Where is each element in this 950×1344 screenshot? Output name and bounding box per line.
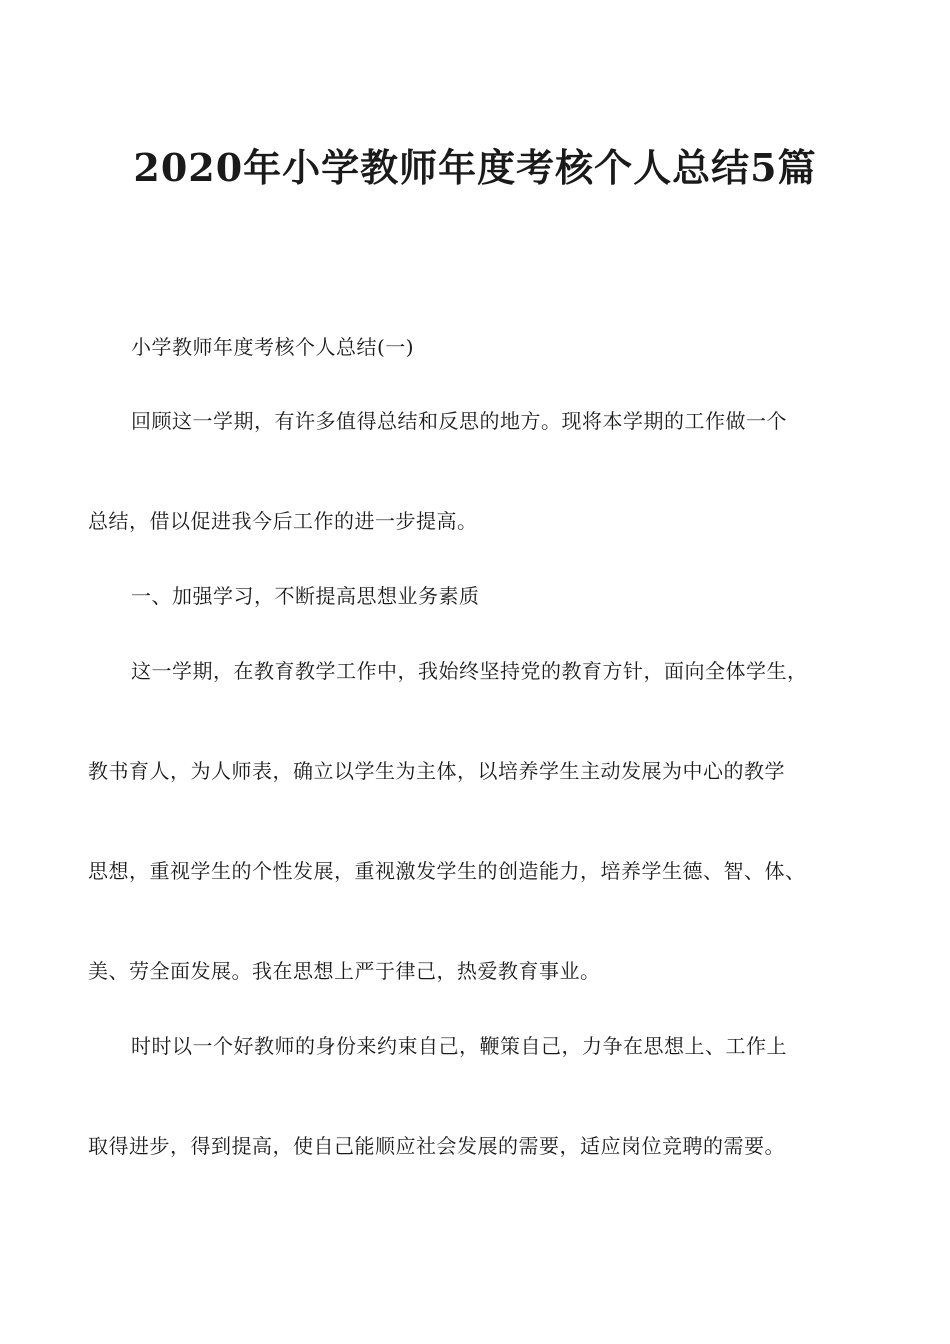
paragraph-line: 总结，借以促进我今后工作的进一步提高。 — [88, 509, 478, 533]
paragraph-line: 时时以一个好教师的身份来约束自己，鞭策自己，力争在思想上、工作上 — [131, 1034, 787, 1058]
section-heading: 一、加强学习，不断提高思想业务素质 — [131, 584, 480, 608]
section-heading: 小学教师年度考核个人总结(一) — [131, 335, 415, 359]
paragraph-line: 教书育人，为人师表，确立以学生为主体，以培养学生主动发展为中心的教学 — [88, 759, 785, 783]
paragraph-line: 这一学期，在教育教学工作中，我始终坚持党的教育方针，面向全体学生， — [131, 659, 808, 683]
document-title: 2020年小学教师年度考核个人总结5篇 — [133, 145, 817, 190]
paragraph-line: 美、劳全面发展。我在思想上严于律己，热爱教育事业。 — [88, 959, 601, 983]
paragraph-line: 回顾这一学期，有许多值得总结和反思的地方。现将本学期的工作做一个 — [131, 409, 787, 433]
paragraph-line: 思想，重视学生的个性发展，重视激发学生的创造能力，培养学生德、智、体、 — [88, 859, 806, 883]
paragraph-line: 取得进步，得到提高，使自己能顺应社会发展的需要，适应岗位竞聘的需要。 — [88, 1134, 785, 1158]
